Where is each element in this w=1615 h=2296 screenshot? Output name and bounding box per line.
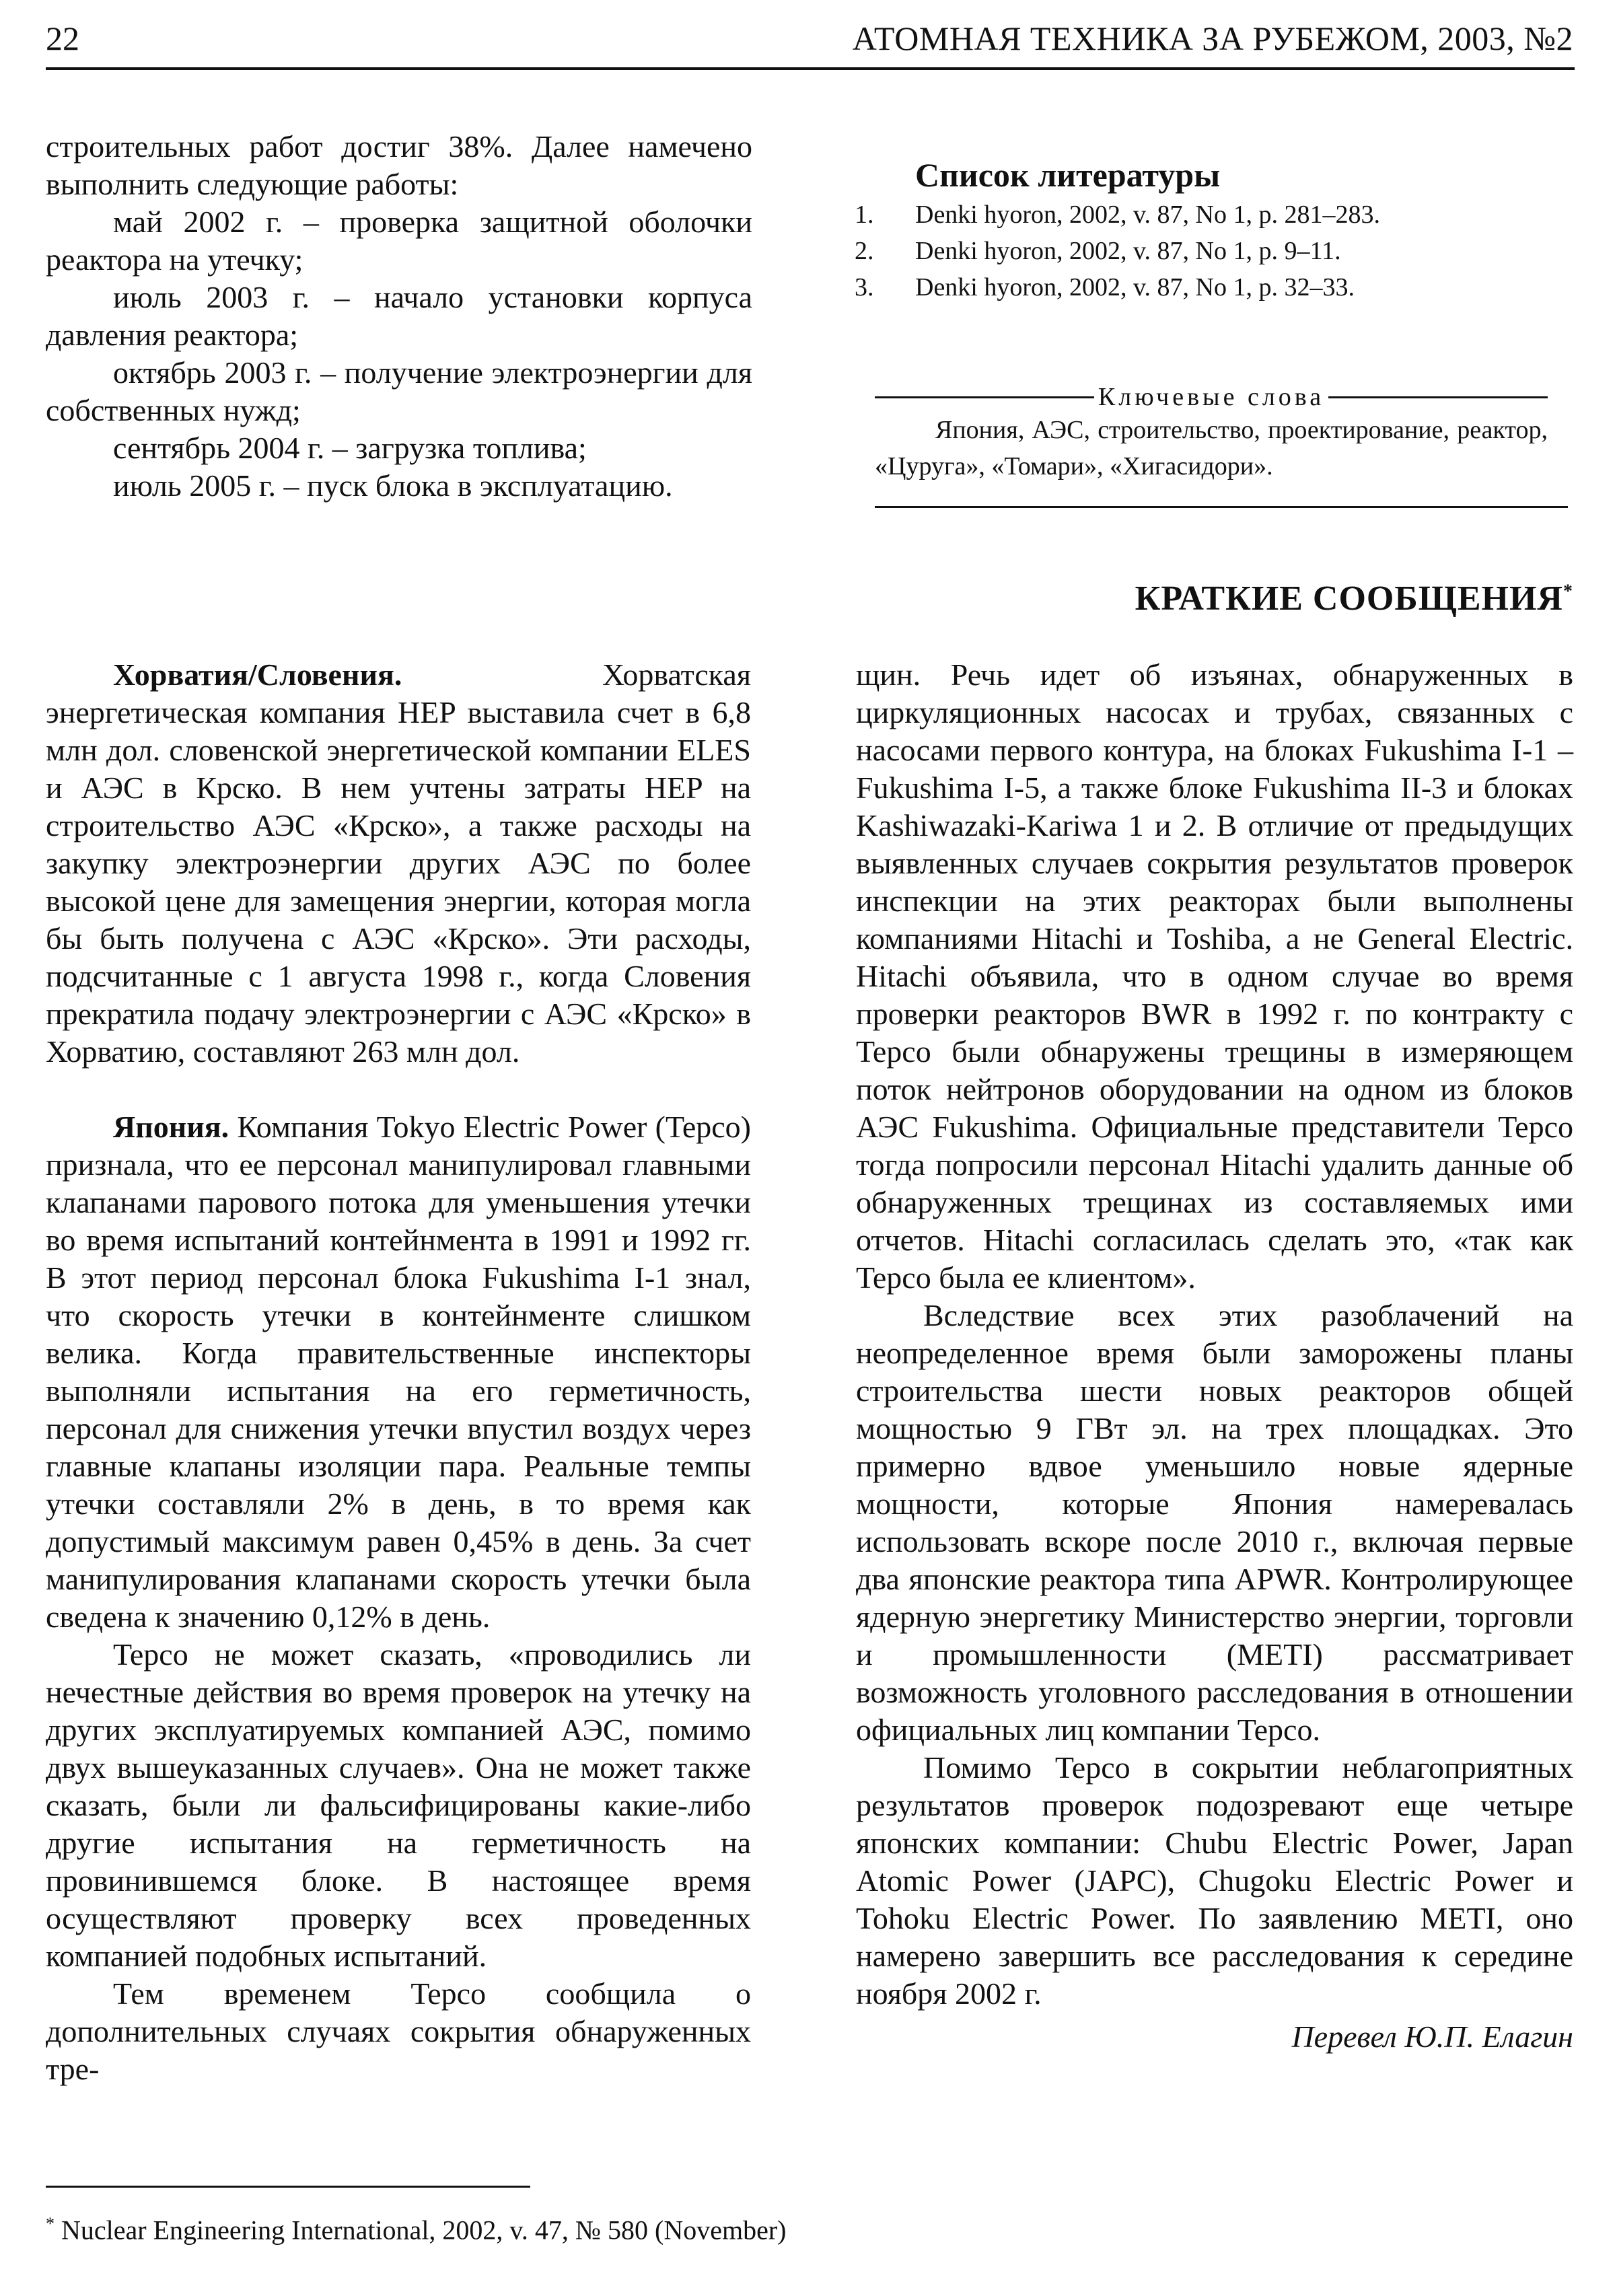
references-title: Список литературы: [915, 156, 1221, 194]
paragraph-text: Компания Tokyo Electric Power (Tepco) признала, что ее персонал манипулировал главными клапанами парового потока для уменьшения утечки во время испытаний контейнмента в 1991 и 1992 гг. В этот период персонал блока Fukushima I-1 знал, что скорость утечки в контейнменте слишком велика. Когда правительственные инспекторы выполняли испытания на его герметичность, персонал для снижения утечки впустил воздух через главные клапаны изоляции пара. Реальные темпы утечки составляли 2% в день, в то время как допустимый максимум равен 0,45% в день. За счет манипулирования клапанами скорость утечки была сведена к значению 0,12% в день.: [46, 1110, 751, 1634]
references: [855, 153, 1575, 306]
left-column: [46, 656, 751, 2088]
paragraph-text: Хорватская энергетическая компания HEP выставила счет в 6,8 млн дол. словенской энергетической компании ELES и АЭС в Крско. В нем учтены затраты HEP на строительство АЭС «Крско», а также расходы на закупку электроэнергии других АЭС по более высокой цене для замещения энергии, которая могла бы быть получена с АЭС «Крско». Эти расходы, подсчитанные с 1 августа 1998 г., когда Словения прекратила подачу электроэнергии с АЭС «Крско» в Хорватию, составляют 263 млн дол.: [46, 657, 751, 1069]
schedule-item: июль 2005 г. – пуск блока в эксплуатацию.: [113, 468, 673, 503]
section-title: [1135, 579, 1573, 618]
header-rule: [46, 67, 1575, 70]
intro-text: [46, 128, 752, 505]
paragraph: Помимо Tepco в сокрытии неблагоприятных результатов проверок подозревают еще четыре японских компании: Chubu Electric Power, Japan Atomic Power (JAPC), Chugoku Electric Power и Tohoku Electric Power. По заявлению METI, оно намерено завершить все расследования к середине ноября 2002 г.: [856, 1750, 1573, 2011]
keywords-rule-right: [1328, 396, 1548, 398]
intro-lead: строительных работ достиг 38%. Далее намечено выполнить следующие работы:: [46, 129, 752, 201]
schedule-item: май 2002 г. – проверка защитной оболочки реактора на утечку;: [46, 205, 752, 277]
paragraph: Тем временем Tepco сообщила о дополнительных случаях сокрытия обнаруженных тре-: [46, 1976, 751, 2086]
reference-item: [855, 269, 1575, 306]
page-number: 22: [46, 20, 79, 57]
paragraph: Tepco не может сказать, «проводились ли нечестные действия во время проверок на утечку на других эксплуатируемых компанией АЭС, помимо двух вышеуказанных случаев». Она не может также сказать, были ли фальсифицированы какие-либо другие испытания на герметичность на провинившемся блоке. В настоящее время осуществляют проверку всех проведенных компанией подобных испытаний.: [46, 1637, 751, 1973]
paragraph: щин. Речь идет об изъянах, обнаруженных в циркуляционных насосах и трубах, связанных с насосами первого контура, на блоках Fukushima I-1 – Fukushima I-5, а также блоке Fukushima II-3 и блоках Kashiwazaki-Kariwa 1 и 2. В отличие от предыдущих выявленных случаев сокрытия результатов проверок инспекции на этих реакторах были выполнены компаниями Hitachi и Toshiba, а не General Electric. Hitachi объявила, что в одном случае во время проверки реакторов BWR в 1992 г. по контракту с Tepco были обнаружены трещины в измеряющем поток нейтронов оборудовании на одном из блоков АЭС Fukushima. Официальные представители Tepco тогда попросили персонал Hitachi удалить данные об обнаруженных трещинах из составляемых ими отчетов. Hitachi согласилась сделать это, «так как Tepco была ее клиентом».: [856, 657, 1573, 1295]
schedule-item: июль 2003 г. – начало установки корпуса давления реактора;: [46, 280, 752, 352]
running-head: АТОМНАЯ ТЕХНИКА ЗА РУБЕЖОМ, 2003, №2: [852, 20, 1573, 57]
right-column: [856, 656, 1573, 2056]
paragraph: Вследствие всех этих разоблачений на неопределенное время были заморожены планы строительства шести новых реакторов общей мощностью 9 ГВт эл. на трех площадках. Это примерно вдвое уменьшило новые ядерные мощности, которые Япония намеревалась использовать вскоре после 2010 г., включая первые два японские реактора типа APWR. Контролирующее ядерную энергетику Министерство энергии, торговли и промышленности (METI) рассматривает возможность уголовного расследования в отношении официальных лиц компании Tepco.: [856, 1298, 1573, 1747]
footnote: [46, 2207, 786, 2247]
paragraph-croatia: [46, 656, 751, 1071]
paragraph-lead: Хорватия/Словения.: [113, 657, 402, 692]
footnote-mark: *: [1563, 581, 1573, 602]
reference-item: [855, 233, 1575, 269]
keywords-text: Япония, АЭС, строительство, проектирование, реактор, «Цуруга», «Томари», «Хигасидори».: [875, 416, 1548, 480]
keywords-bottom-rule: [875, 506, 1568, 508]
keywords-rule-left: [875, 396, 1094, 398]
footnote-mark: *: [46, 2214, 55, 2233]
footnote-text: Nuclear Engineering International, 2002, v. 47, № 580 (November): [55, 2215, 787, 2246]
reference-text: Denki hyoron, 2002, v. 87, No 1, p. 9–11.: [915, 237, 1341, 265]
reference-number: 3.: [855, 273, 874, 301]
keywords-heading: [855, 382, 1575, 412]
reference-text: Denki hyoron, 2002, v. 87, No 1, p. 32–33.: [915, 273, 1355, 301]
schedule-item: сентябрь 2004 г. – загрузка топлива;: [113, 431, 587, 465]
reference-item: [855, 196, 1575, 233]
reference-number: 1.: [855, 201, 874, 229]
schedule-item: октябрь 2003 г. – получение электроэнергии для собственных нужд;: [46, 355, 752, 427]
section-title-text: КРАТКИЕ СООБЩЕНИЯ: [1135, 579, 1563, 618]
footnote-rule: [46, 2186, 530, 2188]
reference-number: 2.: [855, 237, 874, 265]
paragraph-lead: Япония.: [113, 1110, 229, 1144]
reference-text: Denki hyoron, 2002, v. 87, No 1, p. 281–283.: [915, 201, 1380, 229]
translator-signature: Перевел Ю.П. Елагин: [1291, 2019, 1573, 2054]
keywords-block: [855, 382, 1575, 485]
paragraph-japan: [46, 1108, 751, 1636]
keywords-title: Ключевые слова: [1098, 383, 1325, 411]
